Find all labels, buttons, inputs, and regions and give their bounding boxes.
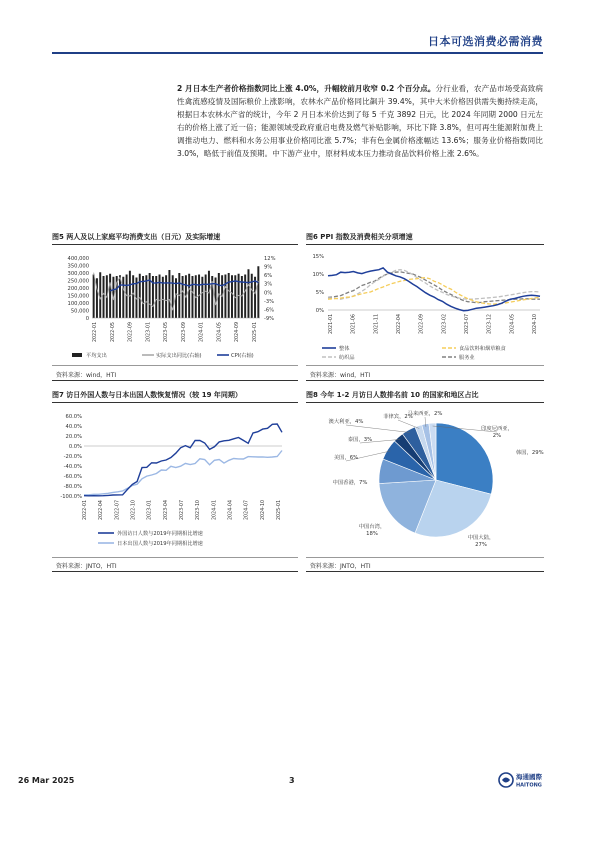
legend-label: 整体 (339, 346, 350, 352)
x-tick-label: 2024-10 (533, 314, 538, 335)
bar (119, 275, 121, 318)
body-paragraph (177, 83, 543, 160)
fig5-chart (52, 248, 298, 366)
series-line (84, 424, 282, 496)
header-rule (52, 52, 543, 54)
pie-label: 中国台湾， (358, 524, 386, 530)
y-tick-label: 400,000 (67, 256, 89, 262)
pie-label: 18% (366, 531, 378, 537)
y2-tick-label: -9% (264, 316, 275, 322)
bar (139, 274, 141, 318)
x-tick-label: 2023-05 (164, 322, 170, 343)
y-tick-label: -60.0% (63, 474, 82, 480)
y-tick-label: 0 (85, 316, 89, 322)
legend-label: 平均支出 (86, 353, 107, 359)
pie-label: 澳大利亚，4% (328, 419, 364, 425)
y-tick-label: 15% (312, 254, 324, 260)
y-tick-label: 50,000 (70, 308, 89, 315)
bar (188, 274, 190, 318)
series-line (84, 451, 282, 495)
fig5-top-rule (52, 244, 298, 245)
y-tick-label: 20.0% (65, 434, 82, 440)
x-tick-label: 2022-04 (99, 500, 105, 521)
x-tick-label: 2023-12 (487, 314, 493, 335)
pie-leader-line (398, 420, 419, 429)
x-tick-label: 2023-07 (180, 500, 185, 521)
bar (208, 271, 210, 318)
x-tick-label: 2024-10 (260, 500, 266, 521)
fig5-source: 资料来源：wind，HTI (56, 372, 117, 379)
pie-label: 27% (475, 542, 487, 548)
bar (182, 276, 184, 318)
y2-tick-label: 12% (264, 256, 276, 262)
legend-label: 纺织品 (339, 355, 355, 361)
bar (247, 269, 249, 318)
legend-label: 日本出国人数与2019年同期相比增速 (117, 541, 203, 547)
x-tick-label: 2024-05 (217, 322, 223, 343)
legend-swatch (72, 353, 82, 357)
body-lead: 2 月日本生产者价格指数同比上涨 4.0%，升幅较前月收窄 0.2 个百分点。 (177, 84, 436, 93)
x-tick-label: 2024-09 (235, 322, 241, 343)
pie-label: 2% (492, 433, 502, 439)
page-number: 3 (289, 776, 295, 785)
y2-tick-label: 0% (264, 290, 273, 297)
y-tick-label: 100,000 (67, 301, 89, 307)
bar (159, 275, 161, 319)
legend-label: 外国访日人数与2019年同期相比增速 (117, 531, 203, 537)
y2-tick-label: 6% (264, 273, 273, 280)
fig7-end-rule (52, 571, 298, 572)
bar (109, 274, 111, 318)
x-tick-label: 2024-01 (212, 500, 218, 521)
x-tick-label: 2023-10 (196, 500, 202, 521)
bar (254, 277, 256, 318)
bar (122, 277, 124, 318)
fig6-end-rule (306, 380, 544, 381)
y2-tick-label: -3% (264, 298, 275, 305)
haitong-logo (498, 770, 550, 790)
bar (172, 275, 174, 318)
y-tick-label: 200,000 (67, 286, 89, 292)
bar (251, 274, 253, 318)
x-tick-label: 2025-01 (277, 500, 282, 521)
series-line (328, 268, 540, 311)
footer-date: 26 Mar 2025 (18, 776, 75, 785)
fig7-source: 资料来源：JNTO，HTI (56, 563, 117, 570)
x-tick-label: 2022-04 (397, 314, 402, 335)
bar (103, 276, 105, 318)
bar (191, 276, 193, 318)
fig8-title: 图8 今年 1-2 月访日人数排名前 10 的国家和地区占比 (306, 391, 479, 399)
bar (257, 266, 259, 318)
x-tick-label: 2024-07 (244, 500, 250, 521)
bar (224, 275, 226, 319)
x-tick-label: 2023-01 (146, 322, 152, 343)
bar (99, 272, 101, 318)
x-tick-label: 2021-11 (374, 314, 380, 335)
x-tick-label: 2024-04 (228, 500, 234, 521)
svg-text:HAITONG: HAITONG (516, 782, 542, 789)
y-tick-label: 350,000 (67, 263, 89, 270)
fig6-source: 资料来源：wind，HTI (310, 372, 371, 379)
x-tick-label: 2022-09 (128, 322, 134, 343)
body-text: 分行业看，农产品市场受高致病性禽流感疫情及国际粮价上涨影响，农林水产品价格同比飙升 39.4%，其中大米价格因供需失衡持续走高，根据日本农林水产省的统计，今年 2 月日本米价达到了每 5 千克 3892 日元，比 2024 年同期 2000 日元左右的价格上涨了近一倍；能源领域受政府重启电费及燃气补贴影响，环比下降 3.8%，但可再生能源附加费上调推动电力、燃料和水务公用事业价格同比涨 5.7%；非有色金属价格涨幅达 13.6%；服务业价格指数同比 3.0%，略低于前值及预期。中下游产业中，原材料成本压力推动食品饮料价格上涨 2.6%。 (177, 84, 544, 158)
fig8-source: 资料来源：JNTO，HTI (310, 563, 371, 570)
y-tick-label: 0% (315, 308, 324, 314)
fig7-bottom-rule (52, 557, 298, 558)
bar (129, 271, 131, 318)
x-tick-label: 2021-01 (329, 314, 334, 335)
x-tick-label: 2022-09 (419, 314, 425, 335)
x-tick-label: 2023-07 (465, 314, 470, 335)
bar (228, 273, 230, 318)
y-tick-label: 250,000 (67, 278, 89, 285)
fig6-title: 图6 PPI 指数及消费相关分项增速 (306, 233, 413, 241)
pie-label: 菲律宾，2% (383, 414, 413, 420)
x-tick-label: 2023-01 (147, 500, 153, 521)
y-tick-label: 10% (312, 272, 324, 278)
y2-tick-label: 9% (264, 264, 273, 271)
x-tick-label: 2021-06 (351, 314, 357, 335)
fig6-chart (306, 248, 544, 366)
pie-label: 中国大陆， (467, 535, 495, 541)
fig8-top-rule (306, 402, 544, 403)
x-tick-label: 2022-01 (83, 500, 88, 521)
fig5-end-rule (52, 380, 298, 381)
pie-label: 中国香港，7% (332, 480, 368, 486)
y-tick-label: 300,000 (67, 271, 89, 277)
x-tick-label: 2024-01 (199, 322, 205, 343)
bar (93, 275, 95, 319)
legend-label: 服务业 (459, 355, 475, 361)
x-tick-label: 2025-01 (253, 322, 258, 343)
fig7-chart (52, 406, 298, 558)
pie-label: 韩国，29% (516, 450, 544, 456)
y-tick-label: -100.0% (60, 494, 82, 500)
bar (168, 270, 170, 318)
fig7-title: 图7 访日外国人数与日本出国人数恢复情况（较 19 年同期） (52, 391, 242, 399)
header-title: 日本可选消费必需消费 (428, 35, 543, 48)
y2-tick-label: -6% (264, 307, 275, 314)
x-tick-label: 2022-05 (110, 322, 116, 343)
fig8-bottom-rule (306, 557, 544, 558)
y-tick-label: -40.0% (63, 464, 82, 470)
y-tick-label: 60.0% (65, 414, 82, 420)
bar (132, 275, 134, 318)
pie-label: 泰国，3% (347, 437, 373, 443)
bar (205, 275, 207, 319)
x-tick-label: 2023-09 (181, 322, 187, 343)
pie-label: 马来西亚，2% (407, 411, 443, 417)
bar (165, 275, 167, 318)
legend-label: 实际支出同比(右轴) (156, 353, 202, 359)
y-tick-label: 5% (315, 290, 324, 296)
y-tick-label: 150,000 (67, 293, 89, 300)
bar (126, 275, 128, 319)
x-tick-label: 2024-05 (510, 314, 516, 335)
x-tick-label: 2023-04 (163, 500, 169, 521)
fig6-bottom-rule (306, 365, 544, 366)
y-tick-label: 40.0% (65, 424, 82, 430)
bar (244, 275, 246, 319)
y-tick-label: -80.0% (63, 484, 82, 490)
fig8-end-rule (306, 571, 544, 572)
bar (201, 277, 203, 318)
legend-label: CPI(右轴) (231, 353, 254, 359)
svg-text:海通國際: 海通國際 (516, 773, 542, 781)
bar (142, 276, 144, 318)
x-tick-label: 2022-10 (131, 500, 137, 521)
pie-label: 美国，6% (333, 455, 359, 461)
pie-leader-line (346, 425, 410, 433)
y-tick-label: 0.0% (68, 444, 82, 450)
x-tick-label: 2023-02 (442, 314, 448, 335)
x-tick-label: 2022-01 (93, 322, 98, 343)
fig5-title: 图5 两人及以上家庭平均消费支出（日元）及实际增速 (52, 233, 221, 241)
series-line (328, 272, 540, 303)
legend-label: 食品饮料和烟草粮食 (459, 346, 506, 352)
y2-tick-label: 3% (264, 281, 273, 288)
pie-label: 印度尼西亚， (481, 426, 513, 432)
fig5-bottom-rule (52, 365, 298, 366)
fig8-chart (306, 406, 544, 558)
fig6-top-rule (306, 244, 544, 245)
fig7-top-rule (52, 402, 298, 403)
x-tick-label: 2022-07 (115, 500, 121, 521)
y-tick-label: -20.0% (63, 454, 82, 460)
